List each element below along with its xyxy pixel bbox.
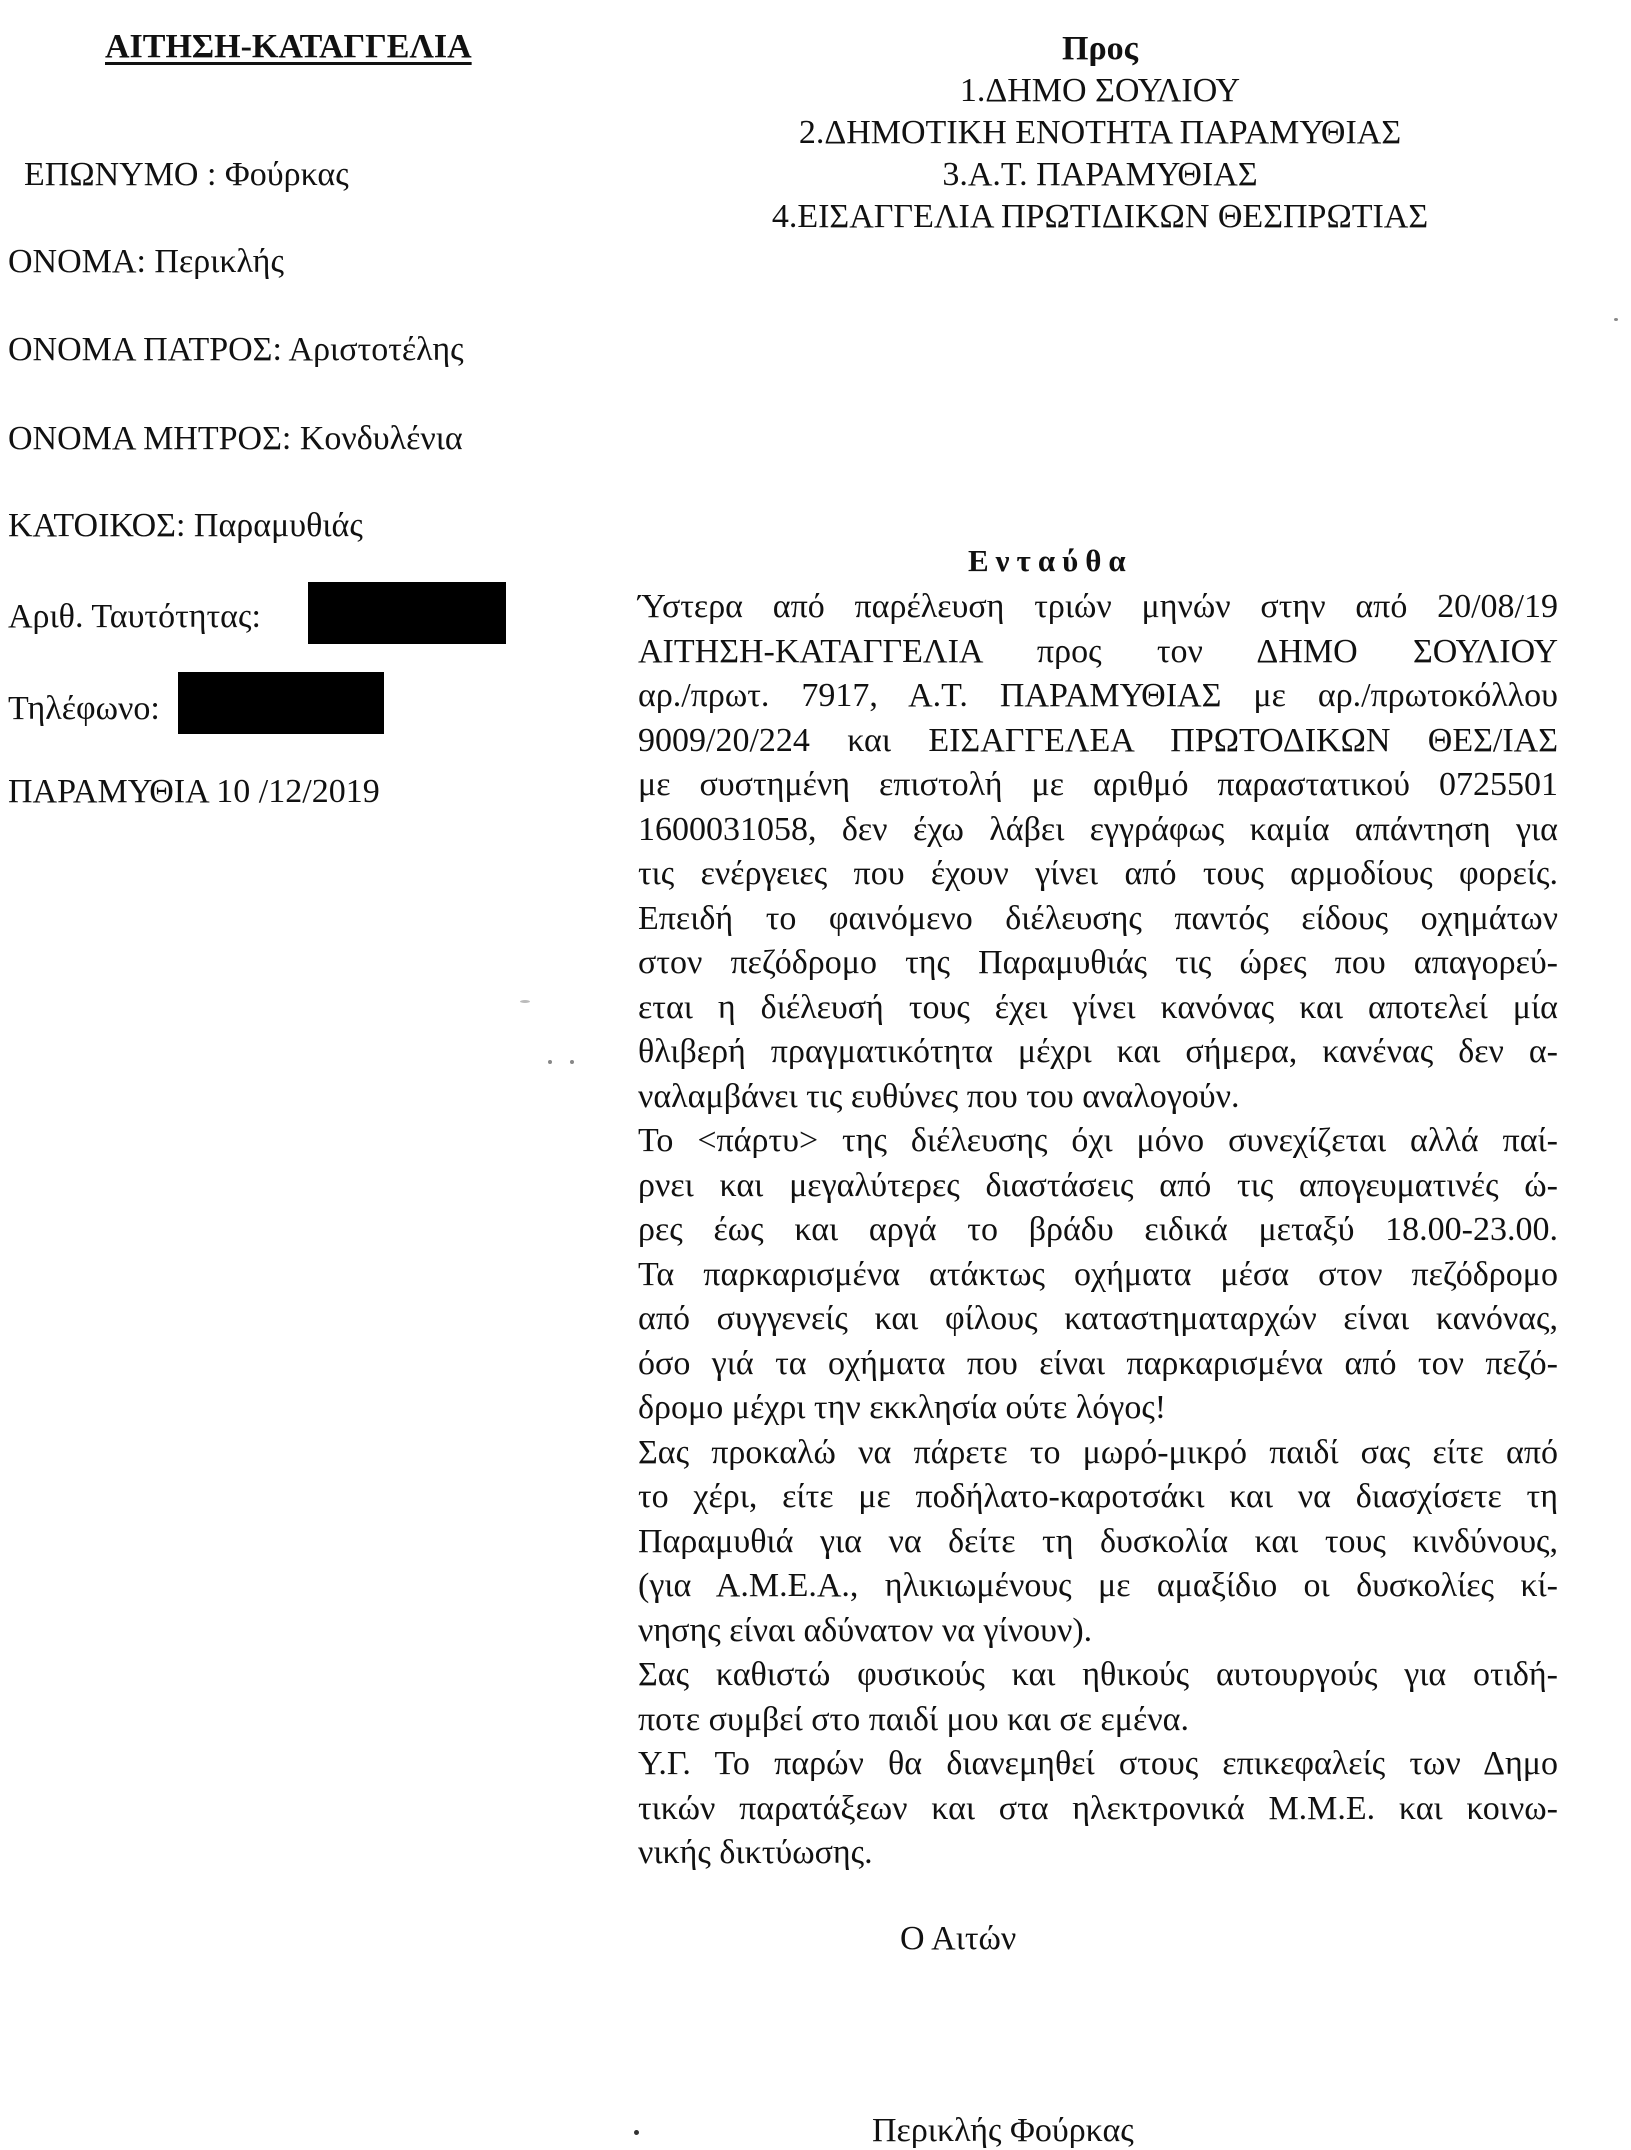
body-line: Σας προκαλώ να πάρετε το μωρό-μικρό παιδί σας είτε από [638,1433,1558,1471]
body-line: θλιβερή πραγματικότητα μέχρι και σήμερα, κανένας δεν α- [638,1033,1558,1070]
scan-speck [634,2130,639,2135]
residence-field: ΚΑΤΟΙΚΟΣ: Παραμυθιάς [8,507,363,544]
body-line: στον πεζόδρομο της Παραμυθιάς τις ώρες που απαγορεύ- [638,944,1558,981]
scan-speck [570,1060,574,1064]
recipients-block [700,28,1500,238]
recipient-item: 2.ΔΗΜΟΤΙΚΗ ΕΝΟΤΗΤΑ ΠΑΡΑΜΥΘΙΑΣ [798,114,1402,151]
body-line: αρ./πρωτ. 7917, Α.Τ. ΠΑΡΑΜΥΘΙΑΣ με αρ./πρωτοκόλλου [638,677,1558,714]
id-number-label: Αριθ. Ταυτότητας: [8,598,261,635]
letter-body [638,585,1558,1876]
scan-speck [1614,318,1618,321]
recipient-item: 1.ΔΗΜΟ ΣΟΥΛΙΟΥ [959,72,1241,109]
body-line: 9009/20/224 και ΕΙΣΑΓΓΕΛΕΑ ΠΡΩΤΟΔΙΚΩΝ ΘΕΣ/ΙΑΣ [638,721,1558,759]
id-number-redaction [308,582,506,644]
body-line: ρνει και μεγαλύτερες διαστάσεις από τις απογευματινές ώ- [638,1166,1558,1204]
recipient-item: 3.Α.Τ. ΠΑΡΑΜΥΘΙΑΣ [942,156,1258,193]
body-line: Το <πάρτυ> της διέλευσης όχι μόνο συνεχίζεται αλλά παί- [638,1122,1558,1159]
body-line: νησης είναι αδύνατον να γίνουν). [638,1611,1093,1649]
body-line: το χέρι, είτε με ποδήλατο-καροτσάκι και να διασχίσετε τη [638,1478,1558,1515]
body-line: τικών παρατάξεων και στα ηλεκτρονικά Μ.Μ.Ε. και κοινω- [638,1789,1558,1827]
body-line: δρομο μέχρι την εκκλησία ούτε λόγος! [638,1389,1167,1426]
body-line: ρες έως και αργά το βράδυ ειδικά μεταξύ 18.00-23.00. [638,1211,1558,1248]
recipients-heading: Προς [1062,30,1138,67]
phone-redaction [178,672,384,734]
body-line: Παραμυθιά για να δείτε τη δυσκολία και τους κινδύνους, [638,1522,1558,1560]
phone-label: Τηλέφωνο: [8,690,160,727]
place-date-field: ΠΑΡΑΜΥΘΙΑ 10 /12/2019 [8,773,380,810]
body-line: όσο γιά τα οχήματα που είναι παρκαρισμένα από τον πεζό- [638,1344,1558,1382]
body-line: ΑΙΤΗΣΗ-ΚΑΤΑΓΓΕΛΙΑ προς τον ΔΗΜΟ ΣΟΥΛΙΟΥ [638,632,1558,670]
body-line: ναλαμβάνει τις ευθύνες που του αναλογούν. [638,1077,1240,1115]
body-line: Σας καθιστώ φυσικούς και ηθικούς αυτουργούς για οτιδή- [638,1656,1558,1693]
body-line: Υ.Γ. Το παρών θα διανεμηθεί στους επικεφαλείς των Δημο [638,1745,1558,1782]
body-line: Ύστερα από παρέλευση τριών μηνών στην από 20/08/19 [638,588,1558,625]
body-line: με συστημένη επιστολή με αριθμό παραστατικού 0725501 [638,766,1558,803]
body-line: ποτε συμβεί στο παιδί μου και σε εμένα. [638,1700,1189,1738]
body-line: Επειδή το φαινόμενο διέλευσης παντός είδους οχημάτων [638,899,1558,937]
body-line: Τα παρκαρισμένα ατάκτως οχήματα μέσα στον πεζόδρομο [638,1255,1558,1293]
scan-speck [548,1060,552,1064]
name-field: ΟΝΟΜΑ: Περικλής [8,243,284,280]
scan-speck [520,1000,530,1003]
closing-text: Ο Αιτών [900,1920,1017,1957]
body-line: νικής δικτύωσης. [638,1834,873,1871]
body-line: 1600031058, δεν έχω λάβει εγγράφως καμία απάντηση για [638,810,1558,848]
signature-name: Περικλής Φούρκας [872,2112,1134,2149]
body-line: εται η διέλευσή τους έχει γίνει κανόνας και αποτελεί μία [638,988,1558,1026]
body-line: (για Α.Μ.Ε.Α., ηλικιωμένους με αμαξίδιο οι δυσκολίες κί- [638,1567,1558,1604]
body-heading: Ενταύθα [968,543,1133,578]
mother-name-field: ΟΝΟΜΑ ΜΗΤΡΟΣ: Κονδυλένια [8,420,463,457]
recipient-item: 4.ΕΙΣΑΓΓΕΛΙΑ ΠΡΩΤΙΔΙΚΩΝ ΘΕΣΠΡΩΤΙΑΣ [771,198,1429,235]
body-line: από συγγενείς και φίλους καταστηματαρχών είναι κανόνας, [638,1300,1558,1337]
father-name-field: ΟΝΟΜΑ ΠΑΤΡΟΣ: Αριστοτέλης [8,331,464,368]
document-title: ΑΙΤΗΣΗ-ΚΑΤΑΓΓΕΛΙΑ [105,28,472,65]
body-line: τις ενέργειες που έχουν γίνει από τους αρμοδίους φορείς. [638,855,1558,892]
surname-field: ΕΠΩΝΥΜΟ : Φούρκας [24,156,349,193]
